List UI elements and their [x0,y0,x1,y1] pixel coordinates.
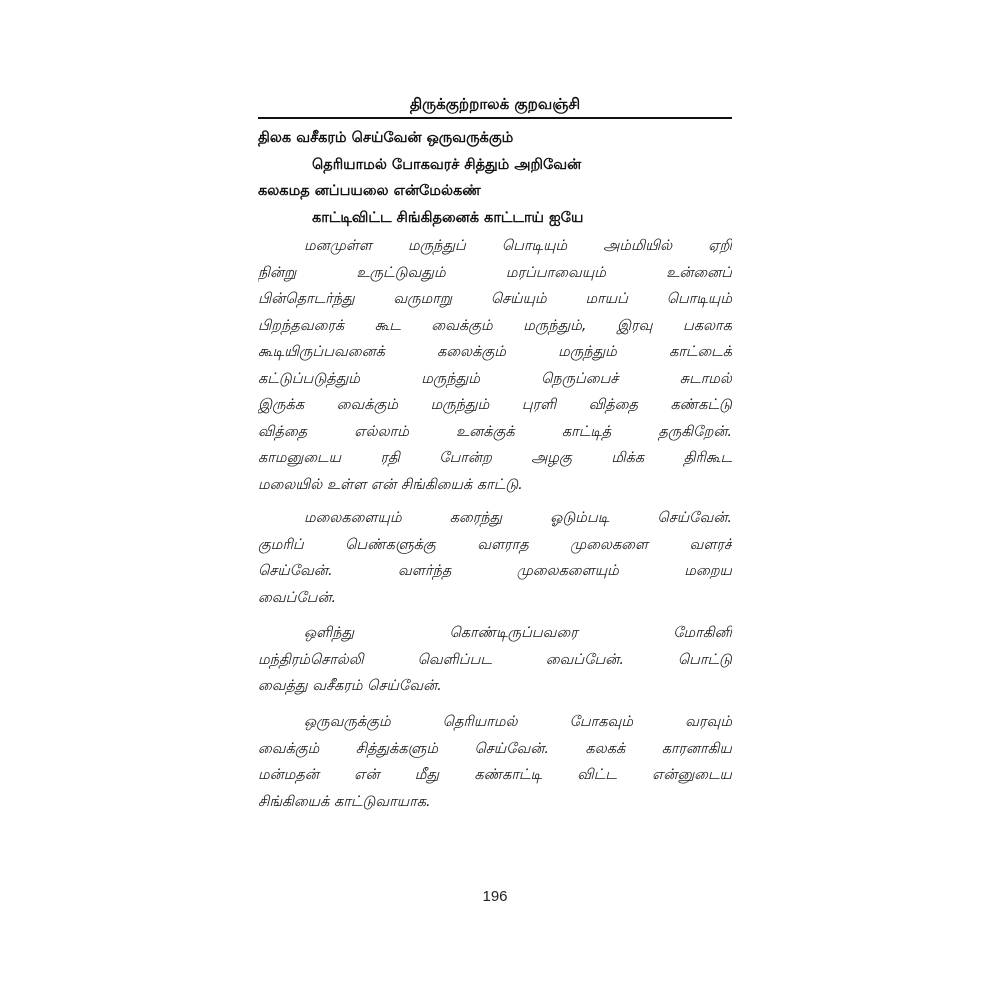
verse-line: திலக வசீகரம் செய்வேன் ஒருவருக்கும் [258,130,514,146]
prose-line: சிங்கியைக் காட்டுவாயாக. [258,793,431,810]
verse-line: தெரியாமல் போகவரச் சித்தும் அறிவேன் [312,156,582,173]
prose-line: பின்தொடர்ந்து வருமாறு செய்யும் மாயப் பொடியும் [258,291,732,307]
running-header-title: திருக்குற்றாலக் குறவஞ்சி [409,95,581,113]
verse-block [258,125,732,231]
prose-line: கட்டுப்படுத்தும் மருந்தும் நெருப்பைச் சுடாமல் [258,370,732,387]
prose-line: கூடியிருப்பவனைக் கலைக்கும் மருந்தும் காட்டைக் [258,344,732,360]
prose-line: இருக்க வைக்கும் மருந்தும் புரளி வித்தை கண்கட்டு [258,397,732,413]
prose-line: மன்மதன் என் மீது கண்காட்டி விட்ட என்னுடைய [258,767,732,783]
prose-line: ஒளிந்து கொண்டிருப்பவரை மோகினி [304,625,732,641]
header-rule [258,117,732,119]
prose-line: காமனுடைய ரதி போன்ற அழகு மிக்க திரிகூட [258,450,732,466]
prose-line: வித்தை எல்லாம் உனக்குக் காட்டித் தருகிறேன். [258,423,732,440]
prose-paragraph-3 [258,620,732,700]
prose-line: வைத்து வசீகரம் செய்வேன். [258,678,442,694]
prose-line: ஒருவருக்கும் தெரியாமல் போகவும் வரவும் [304,714,732,730]
page-number: 196 [482,888,508,905]
prose-paragraph-4 [258,709,732,815]
prose-line: செய்வேன். வளர்ந்த முலைகளையும் மறைய [258,563,732,579]
prose-line: மனமுள்ள மருந்துப் பொடியும் அம்மியில் ஏறி [304,238,732,254]
prose-line: வைக்கும் சித்துக்களும் செய்வேன். கலகக் காரனாகிய [258,740,732,757]
verse-line: காட்டிவிட்ட சிங்கிதனைக் காட்டாய் ஐயே [312,209,584,226]
prose-line: குமரிப் பெண்களுக்கு வளராத முலைகளை வளரச் [258,536,732,553]
prose-line: மந்திரம்சொல்லி வெளிப்பட வைப்பேன். பொட்டு [258,651,732,668]
prose-paragraph-2 [258,505,732,611]
prose-line: மலையில் உள்ள என் சிங்கியைக் காட்டு. [258,476,523,493]
prose-line: வைப்பேன். [258,589,337,606]
prose-line: நின்று உருட்டுவதும் மரப்பாவையும் உன்னைப் [258,264,732,281]
prose-line: மலைகளையும் கரைந்து ஓடும்படி செய்வேன். [304,510,732,526]
prose-paragraph-1 [258,233,732,498]
prose-line: பிறந்தவரைக் கூட வைக்கும் மருந்தும், இரவு பகலாக [258,317,732,334]
verse-line: கலகமத னப்பயலை என்மேல்கண் [258,183,481,199]
